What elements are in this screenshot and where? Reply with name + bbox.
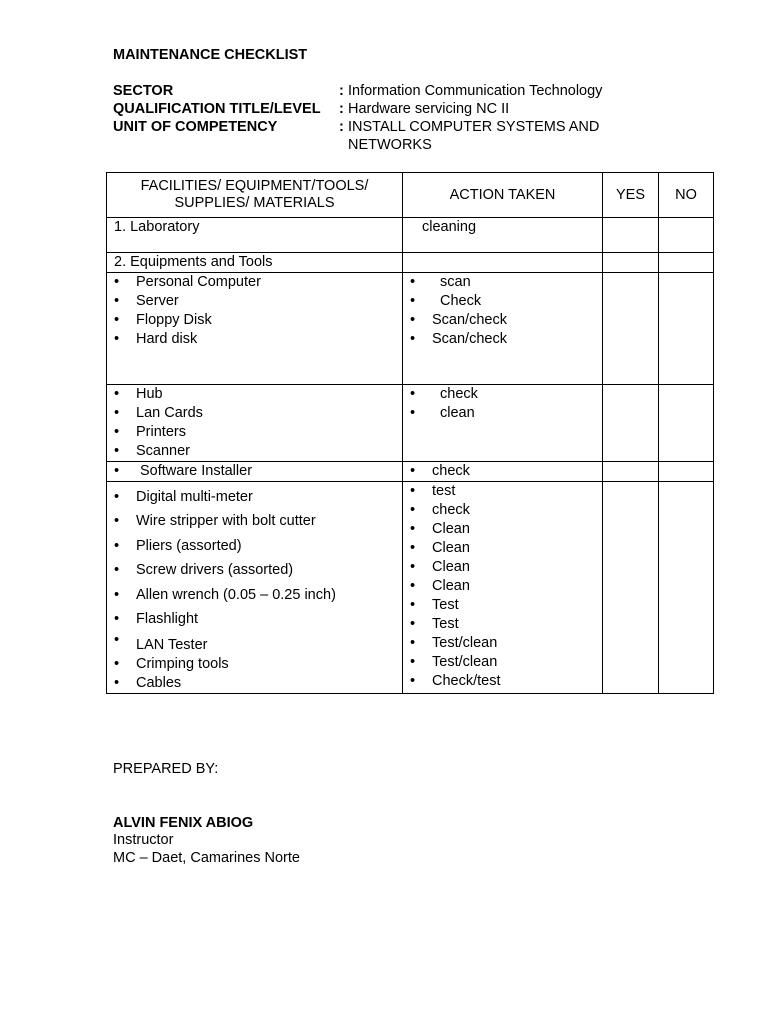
no-cell[interactable] — [659, 218, 714, 253]
list-item: • check — [403, 501, 602, 520]
yes-cell[interactable] — [603, 218, 659, 253]
list-item: • scan — [403, 273, 602, 292]
list-item: • Test — [403, 615, 602, 634]
list-item: • Allen wrench (0.05 – 0.25 inch) — [107, 583, 402, 607]
table-row — [107, 385, 714, 462]
list-item: • Lan Cards — [107, 404, 402, 423]
action-list — [403, 385, 602, 423]
list-item: • Floppy Disk — [107, 311, 402, 330]
meta-value: INSTALL COMPUTER SYSTEMS AND NETWORKS — [348, 119, 600, 153]
item-list — [107, 273, 402, 349]
list-item: • LAN Tester — [107, 631, 402, 655]
laboratory-action: cleaning — [422, 219, 477, 235]
column-header-yes: YES — [603, 173, 659, 218]
list-item: • Printers — [107, 423, 402, 442]
item-list — [107, 462, 402, 481]
no-cell[interactable] — [659, 482, 714, 694]
yes-cell[interactable] — [603, 385, 659, 462]
list-item: • Personal Computer — [107, 273, 402, 292]
list-item: • clean — [403, 404, 602, 423]
yes-cell[interactable] — [603, 462, 659, 482]
column-header-action: ACTION TAKEN — [403, 173, 603, 218]
column-header-no: NO — [659, 173, 714, 218]
table-header-row — [107, 173, 714, 218]
list-item: • Test/clean — [403, 634, 602, 653]
meta-colon: : — [339, 101, 344, 117]
list-item: • check — [403, 385, 602, 404]
item-list — [107, 482, 402, 693]
list-item: • Hub — [107, 385, 402, 404]
list-item: • Clean — [403, 539, 602, 558]
table-row — [107, 253, 714, 273]
list-item: • Hard disk — [107, 330, 402, 349]
table-row — [107, 218, 714, 253]
meta-label: QUALIFICATION TITLE/LEVEL — [113, 101, 321, 117]
preparer-location: MC – Daet, Camarines Norte — [113, 850, 300, 866]
no-cell[interactable] — [659, 253, 714, 273]
meta-label: SECTOR — [113, 83, 174, 99]
meta-colon: : — [339, 119, 344, 135]
meta-label: UNIT OF COMPETENCY — [113, 119, 278, 135]
list-item: • Scanner — [107, 442, 402, 461]
meta-value: Information Communication Technology — [348, 83, 603, 99]
list-item: • Scan/check — [403, 330, 602, 349]
action-list — [403, 482, 602, 691]
document-title: MAINTENANCE CHECKLIST — [113, 47, 308, 63]
list-item: • check — [403, 462, 602, 481]
yes-cell[interactable] — [603, 253, 659, 273]
table-row — [107, 462, 714, 482]
list-item: • Crimping tools — [107, 655, 402, 674]
preparer-name: ALVIN FENIX ABIOG — [113, 815, 254, 831]
list-item: • Cables — [107, 674, 402, 693]
list-item: • Clean — [403, 577, 602, 596]
list-item: • Digital multi-meter — [107, 485, 402, 509]
list-item: • Server — [107, 292, 402, 311]
meta-colon: : — [339, 83, 344, 99]
table-row — [107, 273, 714, 385]
action-list — [403, 462, 602, 481]
list-item: • Clean — [403, 520, 602, 539]
list-item: • test — [403, 482, 602, 501]
list-item: • Clean — [403, 558, 602, 577]
table-row — [107, 482, 714, 694]
list-item: • Test/clean — [403, 653, 602, 672]
list-item: • Scan/check — [403, 311, 602, 330]
yes-cell[interactable] — [603, 482, 659, 694]
item-list — [107, 385, 402, 461]
list-item: • Test — [403, 596, 602, 615]
yes-cell[interactable] — [603, 273, 659, 385]
equipment-heading: 2. Equipments and Tools — [114, 254, 273, 270]
list-item: • Wire stripper with bolt cutter — [107, 509, 402, 533]
maintenance-table — [106, 172, 714, 694]
action-list — [403, 273, 602, 349]
no-cell[interactable] — [659, 273, 714, 385]
preparer-role: Instructor — [113, 832, 174, 848]
list-item: • Software Installer — [107, 462, 402, 481]
prepared-by-label: PREPARED BY: — [113, 761, 219, 777]
list-item: • Flashlight — [107, 607, 402, 631]
meta-value: Hardware servicing NC II — [348, 101, 510, 117]
column-header-facilities: FACILITIES/ EQUIPMENT/TOOLS/ SUPPLIES/ MATERIALS — [107, 173, 403, 218]
list-item: • Check — [403, 292, 602, 311]
no-cell[interactable] — [659, 462, 714, 482]
laboratory-item: 1. Laboratory — [114, 219, 200, 235]
no-cell[interactable] — [659, 385, 714, 462]
list-item: • Screw drivers (assorted) — [107, 558, 402, 582]
list-item: • Pliers (assorted) — [107, 534, 402, 558]
list-item: • Check/test — [403, 672, 602, 691]
